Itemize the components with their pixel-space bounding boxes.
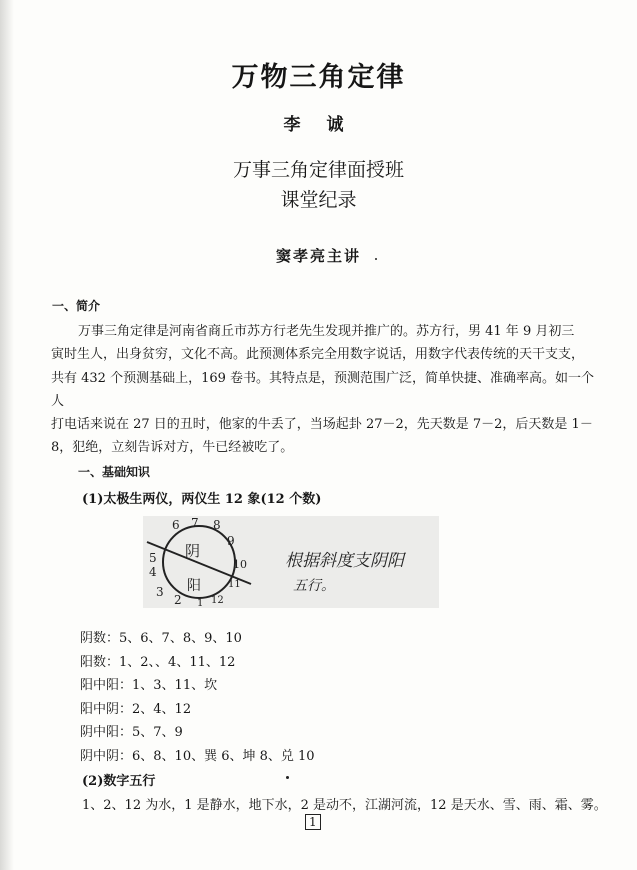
circle-number: 3 (156, 585, 164, 599)
lecturer: 窦孝亮主讲 (275, 247, 361, 265)
document-title: 万物三角定律 (231, 62, 406, 93)
paragraph-line: 共有 432 个预测基础上，169 卷书。其特点是，预测范围广泛，简单快捷、准确率高。如一个人 (51, 370, 595, 409)
subheading-taiji: (1)太极生两仪，两仪生 12 象(12 个数) (82, 492, 322, 507)
circle-number: 6 (172, 518, 180, 532)
circle-number: 2 (174, 593, 182, 607)
circle-number: 8 (213, 518, 221, 532)
subheading-five-elements: (2)数字五行 (82, 774, 156, 789)
circle-number: 4 (149, 565, 157, 579)
paragraph-line: 8，犯绝，立刻告诉对方，牛已经被吃了。 (51, 440, 294, 456)
page-number: 1 (305, 814, 321, 830)
circle-number: 11 (228, 579, 241, 590)
yang-label: 阳 (187, 578, 201, 594)
subtitle-line-1: 万事三角定律面授班 (232, 159, 404, 181)
intro-paragraph (51, 320, 598, 460)
handwritten-note-line-1: 根据斜度支阴阳 (285, 551, 404, 571)
author-name: 李 诚 (283, 115, 354, 135)
yin-yang-number-figure (143, 516, 439, 608)
circle-number: 10 (233, 558, 247, 571)
circle-number: 5 (149, 551, 157, 565)
number-classification-list (80, 627, 315, 768)
circle-number: 1 (197, 598, 204, 608)
paragraph-line: 打电话来说在 27 日的丑时，他家的牛丢了，当场起卦 27－2，先天数是 7－2，后天数是 1－ (51, 417, 593, 433)
figure-drawing (143, 516, 439, 608)
circle-number: 12 (211, 595, 224, 606)
circle-number: 7 (191, 516, 199, 530)
circle-number: 9 (227, 534, 235, 548)
paragraph-line: 万事三角定律是河南省商丘市苏方行老先生发现并推广的。苏方行，男 41 年 9 月初三 (78, 324, 575, 339)
list-item: 阳数：1、2、、4、11、12 (80, 654, 236, 670)
list-item: 阴中阴：6、8、10、巽 6、坤 8、兑 10 (80, 748, 315, 764)
five-elements-text: 1、2、12 为水，1 是静水，地下水，2 是动不，江湖河流，12 是天水、雪、雨、霜、雾。 (82, 798, 607, 813)
handwritten-note-line-2: 五行。 (293, 578, 335, 594)
subtitle (0, 155, 637, 215)
list-item: 阳中阴：2、4、12 (80, 701, 192, 717)
subtitle-line-2: 课堂纪录 (280, 189, 357, 211)
list-item: 阴中阳：5、7、9 (80, 725, 183, 740)
paragraph-line: 寅时生人，出身贫穷，文化不高。此预测体系完全用数字说话，用数字代表传统的天干支支， (51, 347, 585, 363)
scan-speck (375, 258, 377, 260)
list-item: 阳中阳：1、3、11、坎 (80, 678, 218, 693)
section-heading-basics: 一、基础知识 (78, 465, 151, 479)
yin-label: 阴 (185, 542, 201, 560)
scan-speck (286, 776, 289, 779)
section-heading-intro: 一、简介 (52, 299, 101, 313)
list-item: 阴数：5、6、7、8、9、10 (80, 631, 242, 646)
